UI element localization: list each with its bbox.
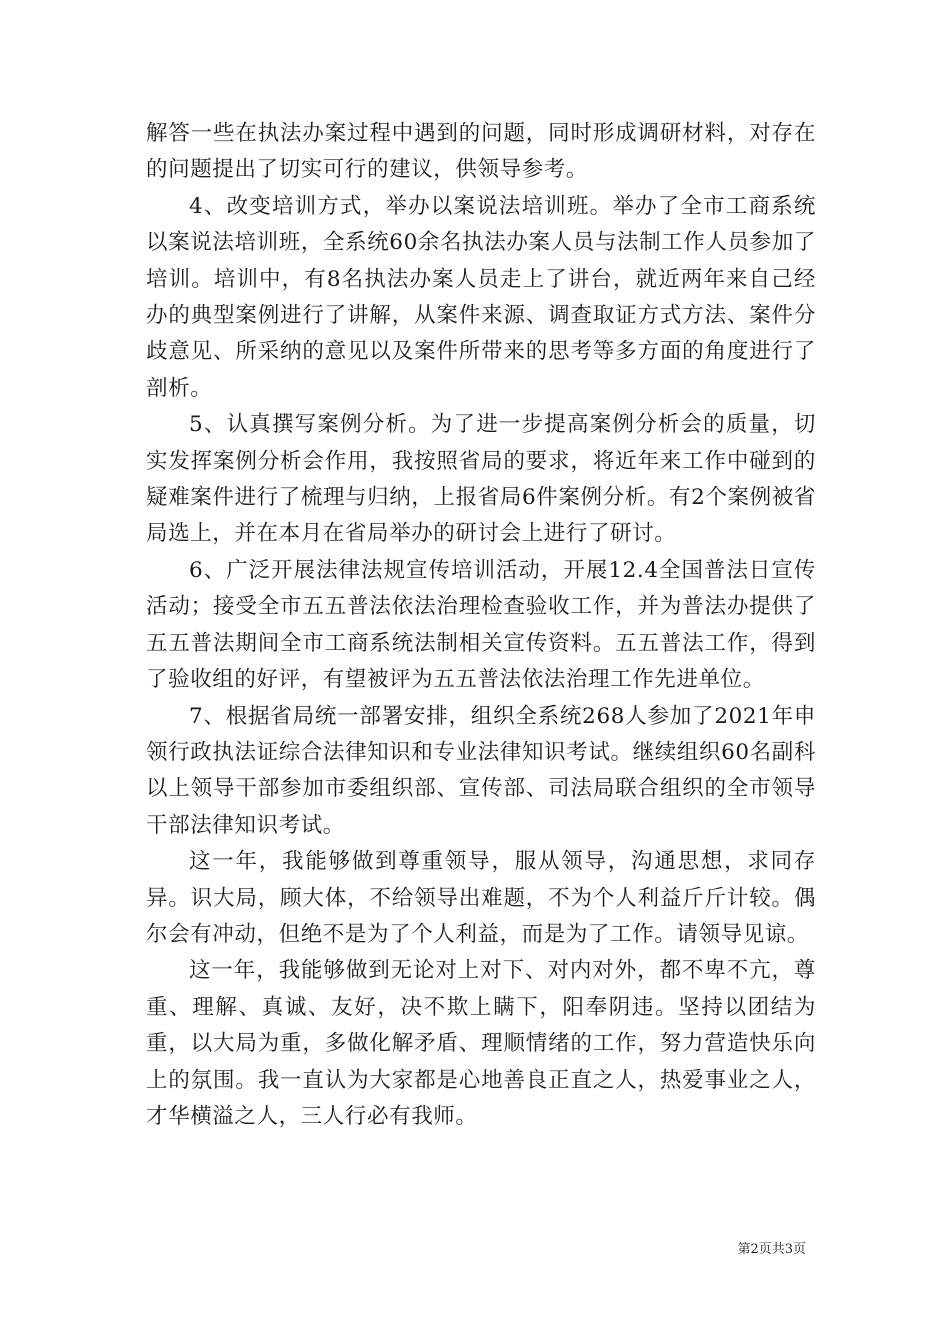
paragraph-item-6: 6、广泛开展法律法规宣传培训活动，开展12.4全国普法日宣传活动；接受全市五五普法依法治理检查验收工作，并为普法办提供了五五普法期间全市工商系统法制相关宣传资料。五五普法工作，得到了验收组的好评，有望被评为五五普法依法治理工作先进单位。 [146, 557, 816, 693]
paragraph-respect-leaders: 这一年，我能够做到尊重领导，服从领导，沟通思想，求同存异。识大局，顾大体，不给领导出难题，不为个人利益斤斤计较。偶尔会有冲动，但绝不是为了个人利益，而是为了工作。请领导见谅。 [146, 849, 816, 947]
paragraph-item-5: 5、认真撰写案例分析。为了进一步提高案例分析会的质量，切实发挥案例分析会作用，我按照省局的要求，将近年来工作中碰到的疑难案件进行了梳理与归纳，上报省局6件案例分析。有2个案例被省局选上，并在本月在省局举办的研讨会上进行了研讨。 [146, 412, 816, 547]
document-body [146, 116, 816, 1135]
page-number: 第2页共3页 [737, 1242, 806, 1257]
paragraph-item-7: 7、根据省局统一部署安排，组织全系统268人参加了2021年申领行政执法证综合法律知识和专业法律知识考试。继续组织60名副科以上领导干部参加市委组织部、宣传部、司法局联合组织的全市领导干部法律知识考试。 [146, 703, 816, 838]
paragraph-continuation: 解答一些在执法办案过程中遇到的问题，同时形成调研材料，对存在的问题提出了切实可行的建议，供领导参考。 [146, 121, 816, 183]
paragraph-colleagues: 这一年，我能够做到无论对上对下、对内对外，都不卑不亢，尊重、理解、真诚、友好，决不欺上瞒下，阳奉阴违。坚持以团结为重，以大局为重，多做化解矛盾、理顺情绪的工作，努力营造快乐向上的氛围。我一直认为大家都是心地善良正直之人，热爱事业之人，才华横溢之人，三人行必有我师。 [146, 958, 816, 1129]
paragraph-item-4: 4、改变培训方式，举办以案说法培训班。举办了全市工商系统以案说法培训班，全系统60余名执法办案人员与法制工作人员参加了培训。培训中，有8名执法办案人员走上了讲台，就近两年来自己经办的典型案例进行了讲解，从案件来源、调查取证方式方法、案件分歧意见、所采纳的意见以及案件所带来的思考等多方面的角度进行了剖析。 [146, 193, 816, 401]
